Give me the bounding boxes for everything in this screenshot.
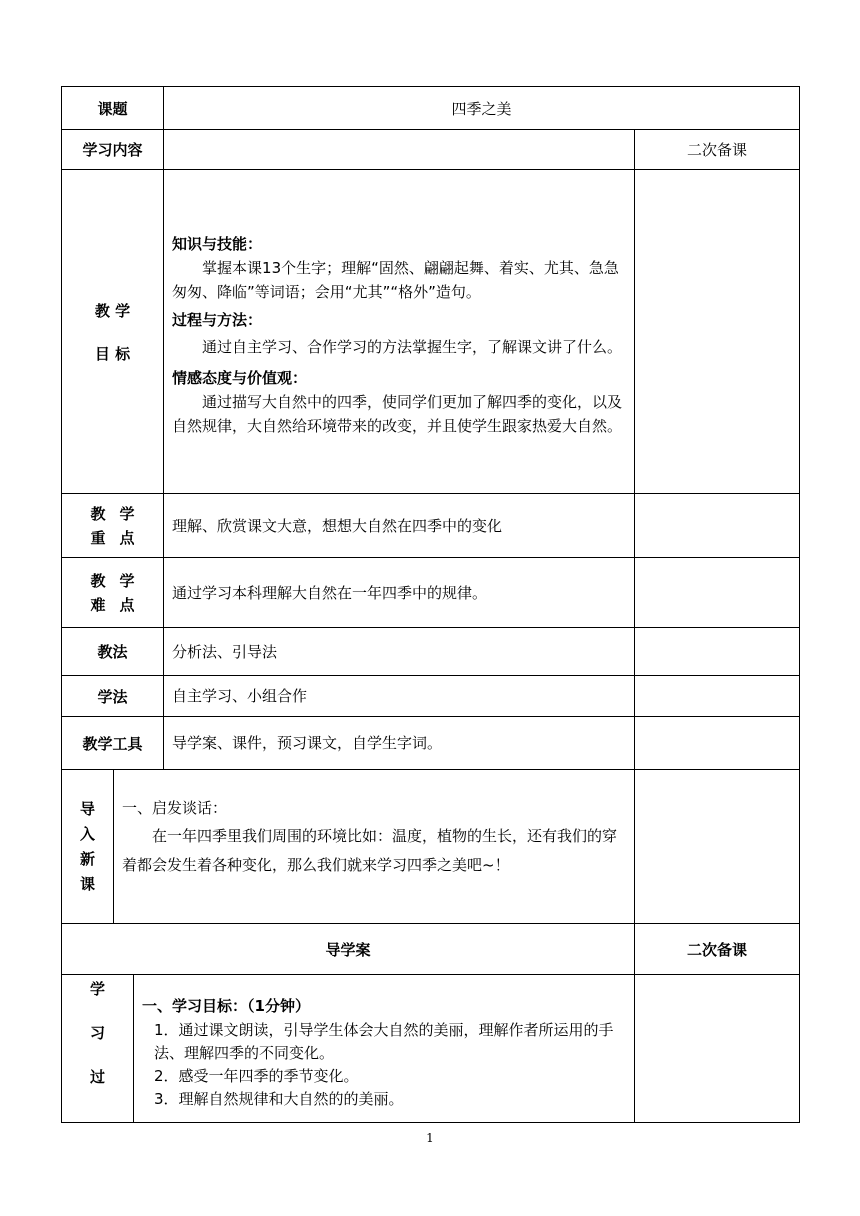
teaching-method-second-prep xyxy=(635,628,800,676)
key-points-label-line-1: 教学 xyxy=(90,504,149,523)
teaching-method-value: 分析法、引导法 xyxy=(164,628,635,676)
process-heading: 过程与方法： xyxy=(172,310,263,329)
topic-value: 四季之美 xyxy=(164,87,800,130)
difficult-points-row xyxy=(62,558,800,628)
difficult-points-label-line-2: 难点 xyxy=(90,595,149,614)
knowledge-text: 掌握本课13个生字；理解“固然、翩翩起舞、着实、尤其、急急匆匆、降临”等词语；会用“尤其”“格外”造句。 xyxy=(172,258,619,301)
guide-second-prep: 二次备课 xyxy=(635,924,800,975)
difficult-points-value: 通过学习本科理解大自然在一年四季中的规律。 xyxy=(164,558,635,628)
intro-row xyxy=(62,770,800,924)
teaching-tools-row xyxy=(62,717,800,770)
content-value xyxy=(164,130,635,170)
intro-label-char-4: 课 xyxy=(79,874,95,893)
objectives-label-line-1: 教 学 xyxy=(94,301,131,320)
goal-item-3: 3．理解自然规律和大自然的的美丽。 xyxy=(154,1090,404,1108)
process-label-char-1: 学 xyxy=(89,980,105,998)
process-second-prep xyxy=(635,975,800,1123)
study-method-row xyxy=(62,676,800,717)
intro-content xyxy=(114,770,635,924)
content-label: 学习内容 xyxy=(62,130,164,170)
key-points-label xyxy=(62,494,164,558)
objectives-content xyxy=(164,170,635,494)
intro-text: 在一年四季里我们周围的环境比如：温度，植物的生长，还有我们的穿着都会发生着各种变化，那么我们就来学习四季之美吧~！ xyxy=(122,827,618,874)
difficult-points-label xyxy=(62,558,164,628)
intro-second-prep xyxy=(635,770,800,924)
study-method-label: 学法 xyxy=(62,676,164,717)
key-points-label-line-2: 重点 xyxy=(90,528,149,547)
goal-item-1: 1．通过课文朗读，引导学生体会大自然的美丽，理解作者所运用的手法、理解四季的不同变化。 xyxy=(154,1021,614,1062)
process-label-char-2: 习 xyxy=(89,1024,105,1042)
guide-header-row xyxy=(62,924,800,975)
study-method-second-prep xyxy=(635,676,800,717)
topic-label: 课题 xyxy=(62,87,164,130)
teaching-method-label: 教法 xyxy=(62,628,164,676)
emotion-heading: 情感态度与价值观： xyxy=(172,368,308,387)
content-row xyxy=(62,130,800,170)
intro-label-char-2: 入 xyxy=(79,824,95,843)
difficult-points-second-prep xyxy=(635,558,800,628)
key-points-row xyxy=(62,494,800,558)
difficult-points-label-line-1: 教学 xyxy=(90,571,149,590)
intro-label-char-3: 新 xyxy=(79,849,95,868)
process-text: 通过自主学习、合作学习的方法掌握生字，了解课文讲了什么。 xyxy=(202,337,623,356)
learning-goals xyxy=(134,975,635,1123)
key-points-value: 理解、欣赏课文大意，想想大自然在四季中的变化 xyxy=(164,494,635,558)
topic-row xyxy=(62,87,800,130)
study-method-value: 自主学习、小组合作 xyxy=(164,676,635,717)
key-points-second-prep xyxy=(635,494,800,558)
emotion-text: 通过描写大自然中的四季，使同学们更加了解四季的变化，以及自然规律，大自然给环境带来的改变，并且使学生跟家热爱大自然。 xyxy=(172,392,623,435)
guide-label: 导学案 xyxy=(62,924,635,975)
intro-label-char-1: 导 xyxy=(79,799,95,818)
intro-label xyxy=(62,770,114,924)
objectives-second-prep xyxy=(635,170,800,494)
process-label-char-3: 过 xyxy=(89,1068,105,1086)
process-row xyxy=(62,975,800,1123)
teaching-tools-second-prep xyxy=(635,717,800,770)
teaching-tools-label: 教学工具 xyxy=(62,717,164,770)
page-number: 1 xyxy=(426,1131,434,1145)
process-label xyxy=(62,975,134,1123)
lesson-plan-table xyxy=(61,86,800,1123)
teaching-method-row xyxy=(62,628,800,676)
second-prep-header: 二次备课 xyxy=(635,130,800,170)
knowledge-heading: 知识与技能： xyxy=(172,234,263,253)
intro-heading: 一、启发谈话： xyxy=(122,799,228,817)
objectives-row xyxy=(62,170,800,494)
objectives-label xyxy=(62,170,164,494)
goal-item-2: 2．感受一年四季的季节变化。 xyxy=(154,1067,359,1085)
objectives-label-line-2: 目 标 xyxy=(94,344,131,363)
goals-heading: 一、学习目标：（1分钟） xyxy=(142,997,310,1015)
teaching-tools-value: 导学案、课件，预习课文，自学生字词。 xyxy=(164,717,635,770)
